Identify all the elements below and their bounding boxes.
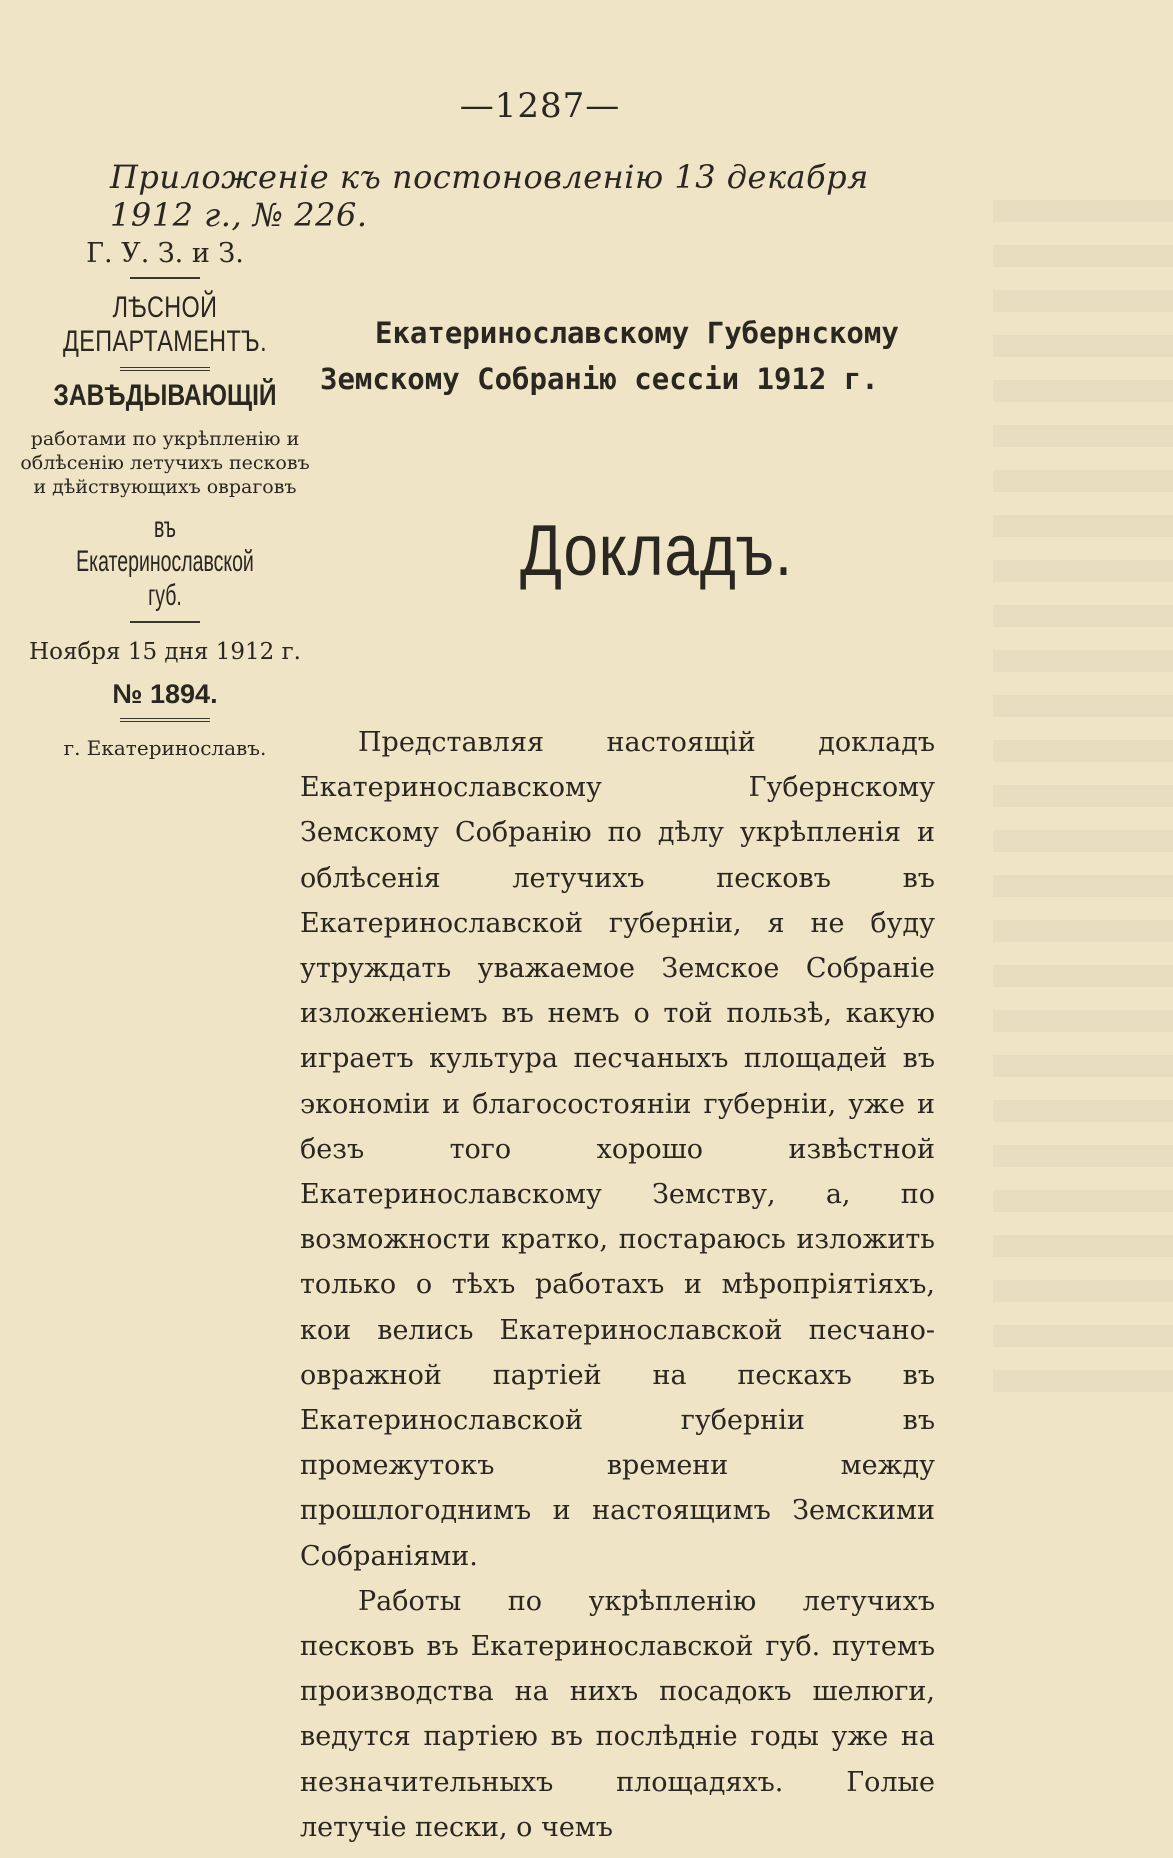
appendix-line: Приложеніе къ постоновленію 13 декабря 1912 г., № 226. xyxy=(110,158,869,234)
addressee xyxy=(320,310,960,402)
work-description xyxy=(20,427,310,499)
city: г. Екатеринославъ. xyxy=(63,736,267,760)
divider xyxy=(130,277,200,279)
body-paragraph: Работы по укрѣпленію летучихъ песковъ въ Екатеринославской губ. путемъ производства на нихъ посадокъ шелюги, ведутся партіею въ послѣдніе годы уже на незначительныхъ площадяхъ. Голые летучіе пески, о чемъ xyxy=(300,1585,935,1843)
work-line: и дѣйствующихъ овраговъ xyxy=(33,476,297,498)
letter-date: Ноября 15 дня 1912 г. xyxy=(29,639,301,665)
report-title: Докладъ. xyxy=(520,511,793,591)
divider xyxy=(120,718,210,722)
letterhead-column xyxy=(20,230,310,760)
addressee-line: Земскому Собранію сессіи 1912 г. xyxy=(320,362,879,396)
work-line: облѣсенію летучихъ песковъ xyxy=(20,452,310,474)
report-body xyxy=(300,720,935,1850)
work-line: работами по укрѣпленію и xyxy=(30,428,300,450)
addressee-line: Екатеринославскому Губернскому xyxy=(375,316,899,350)
show-through-text xyxy=(993,200,1173,1400)
divider xyxy=(130,621,200,623)
department-name: ЛѢСНОЙ ДЕПАРТАМЕНТЪ. xyxy=(63,291,267,358)
head-title: ЗАВѢДЫВАЮЩІЙ xyxy=(53,379,277,412)
page-number: —1287— xyxy=(459,86,621,126)
divider xyxy=(120,367,210,371)
region: въ Екатеринославской губ. xyxy=(76,511,254,612)
letter-number: № 1894. xyxy=(112,679,218,709)
org-abbrev: Г. У. З. и З. xyxy=(86,238,244,269)
body-paragraph: Представляя настоящій докладъ Екатеринославскому Губернскому Земскому Собранію по дѣлу укрѣпленія и облѣсенія летучихъ песковъ въ Екатеринославской губерніи, я не буду утруждать уважаемое Земское Собраніе изложеніемъ въ немъ о той пользѣ, какую играетъ культура песчаныхъ площадей въ экономіи и благосостояніи губерніи, уже и безъ того хорошо извѣстной Екатеринославскому Земству, а, по возможности кратко, постараюсь изложить только о тѣхъ работахъ и мѣропріятіяхъ, кои велись Екатеринославской песчано-овражной партіей на пескахъ въ Екатеринославской губерніи въ промежутокъ времени между прошлогоднимъ и настоящимъ Земскими Собраніями. xyxy=(300,727,935,1572)
